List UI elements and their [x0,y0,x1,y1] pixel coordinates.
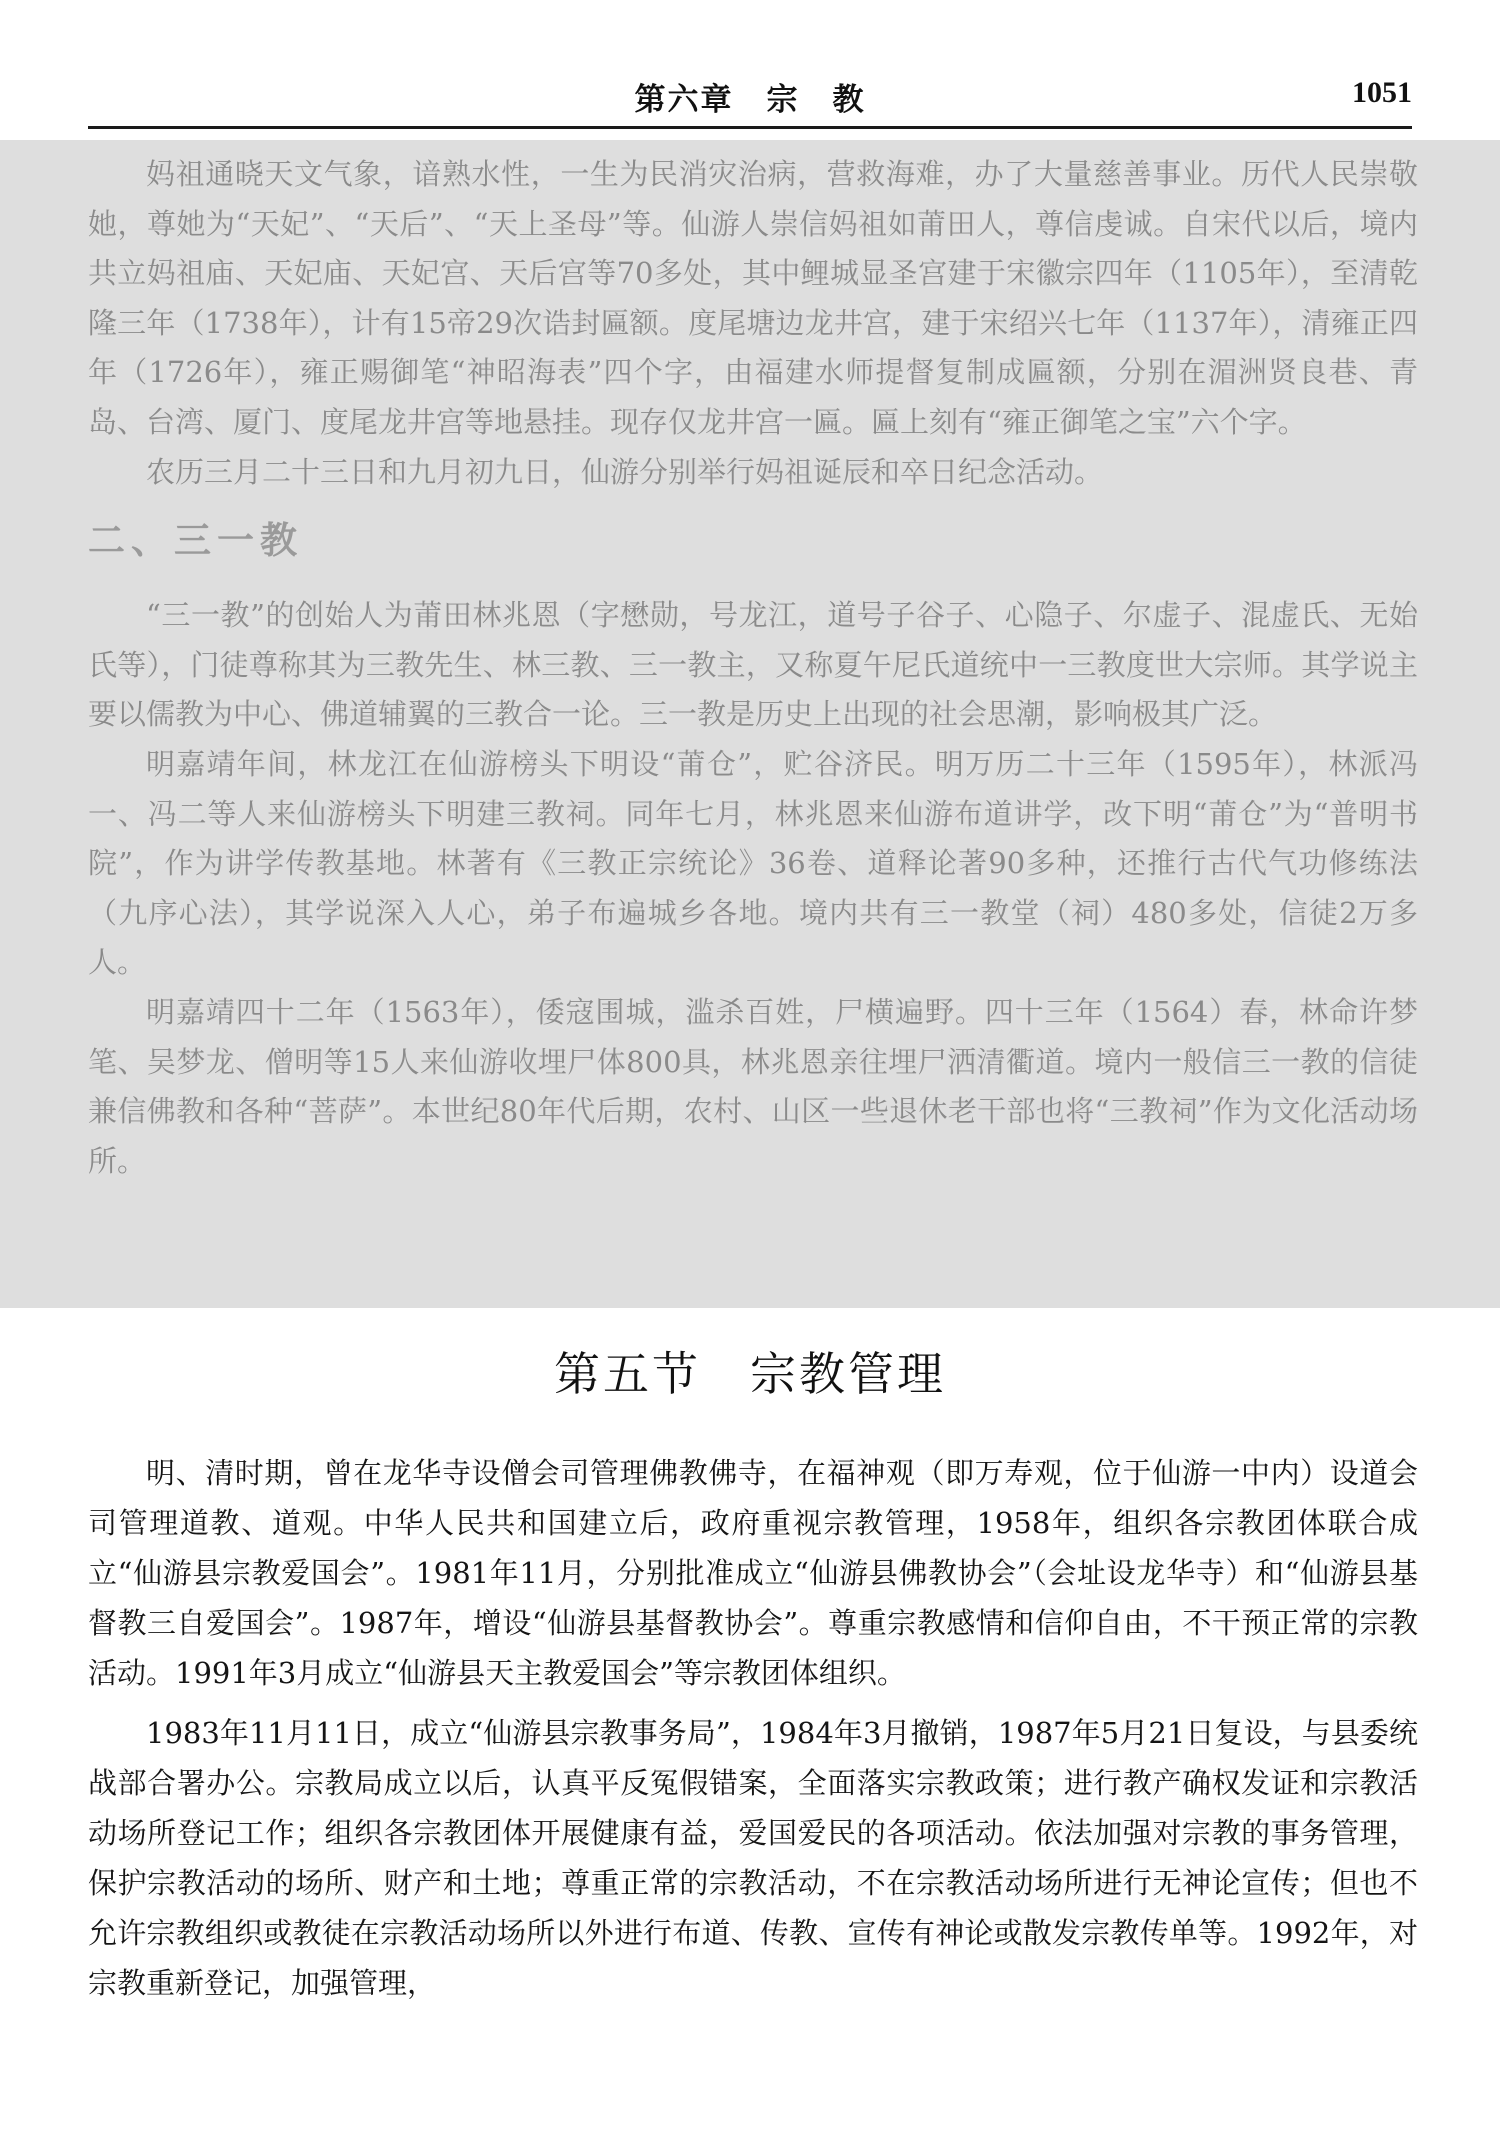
page-number: 1051 [1352,76,1412,109]
paragraph-religious-affairs-bureau: 1983年11月11日，成立“仙游县宗教事务局”，1984年3月撤销，1987年5月21日复设，与县委统战部合署办公。宗教局成立以后，认真平反冤假错案，全面落实宗教政策；进行教产确权发证和宗教活动场所登记工作；组织各宗教团体开展健康有益，爱国爱民的各项活动。依法加强对宗教的事务管理，保护宗教活动的场所、财产和土地；尊重正常的宗教活动，不在宗教活动场所进行无神论宣传；但也不允许宗教组织或教徒在宗教活动场所以外进行布道、传教、宣传有神论或散发宗教传单等。1992年，对宗教重新登记，加强管理， [88,1716,1418,2000]
chapter-title: 第六章 宗 教 [634,82,866,118]
paragraph-mazu: 妈祖通晓天文气象，谙熟水性，一生为民消灾治病，营救海难，办了大量慈善事业。历代人民崇敬她，尊她为“天妃”、“天后”、“天上圣母”等。仙游人崇信妈祖如莆田人，尊信虔诚。自宋代以后，境内共立妈祖庙、天妃庙、天妃宫、天后宫等70多处，其中鲤城显圣宫建于宋徽宗四年（1105年），至清乾隆三年（1738年），计有15帝29次诰封匾额。度尾塘边龙井宫，建于宋绍兴七年（1137年），清雍正四年（1726年），雍正赐御笔“神昭海表”四个字，由福建水师提督复制成匾额，分别在湄洲贤良巷、青岛、台湾、厦门、度尾龙井宫等地悬挂。现存仅龙井宫一匾。匾上刻有“雍正御笔之宝”六个字。 [88,157,1418,439]
paragraph-sanyi-history: 明嘉靖年间，林龙江在仙游榜头下明设“莆仓”，贮谷济民。明万历二十三年（1595年），林派冯一、冯二等人来仙游榜头下明建三教祠。同年七月，林兆恩来仙游布道讲学，改下明“莆仓”为“普明书院”，作为讲学传教基地。林著有《三教正宗统论》36卷、道释论著90多种，还推行古代气功修练法（九序心法），其学说深入人心，弟子布遍城乡各地。境内共有三一教堂（祠）480多处，信徒2万多人。 [88,746,1418,980]
subheading-sanyi-religion: 二、三一教 [88,518,303,563]
paragraph-religious-management: 明、清时期，曾在龙华寺设僧会司管理佛教佛寺，在福神观（即万寿观，位于仙游一中内）设道会司管理道教、道观。中华人民共和国建立后，政府重视宗教管理，1958年，组织各宗教团体联合成立“仙游县宗教爱国会”。1981年11月，分别批准成立“仙游县佛教协会”（会址设龙华寺）和“仙游县基督教三自爱国会”。1987年，增设“仙游县基督教协会”。尊重宗教感情和信仰自由，不干预正常的宗教活动。1991年3月成立“仙游县天主教爱国会”等宗教团体组织。 [88,1456,1418,1690]
running-header [88,70,1412,129]
section-title: 第五节 宗教管理 [554,1347,946,1401]
highlighted-text-block [88,150,1418,1186]
paragraph-mazu-commemoration: 农历三月二十三日和九月初九日，仙游分别举行妈祖诞辰和卒日纪念活动。 [146,454,1104,489]
paragraph-sanyi-jiajing: 明嘉靖四十二年（1563年），倭寇围城，滥杀百姓，尸横遍野。四十三年（1564）春，林命许梦笔、吴梦龙、僧明等15人来仙游收埋尸体800具，林兆恩亲往埋尸洒清衢道。境内一般信三一教的信徒兼信佛教和各种“菩萨”。本世纪80年代后期，农村、山区一些退休老干部也将“三教祠”作为文化活动场所。 [88,994,1418,1178]
paragraph-sanyi-founder: “三一教”的创始人为莆田林兆恩（字懋勋，号龙江，道号子谷子、心隐子、尔虚子、混虚氏、无始氏等），门徒尊称其为三教先生、林三教、三一教主，又称夏午尼氏道统中一三教度世大宗师。其学说主要以儒教为中心、佛道辅翼的三教合一论。三一教是历史上出现的社会思潮，影响极其广泛。 [88,598,1418,732]
section-body [88,1448,1418,2008]
